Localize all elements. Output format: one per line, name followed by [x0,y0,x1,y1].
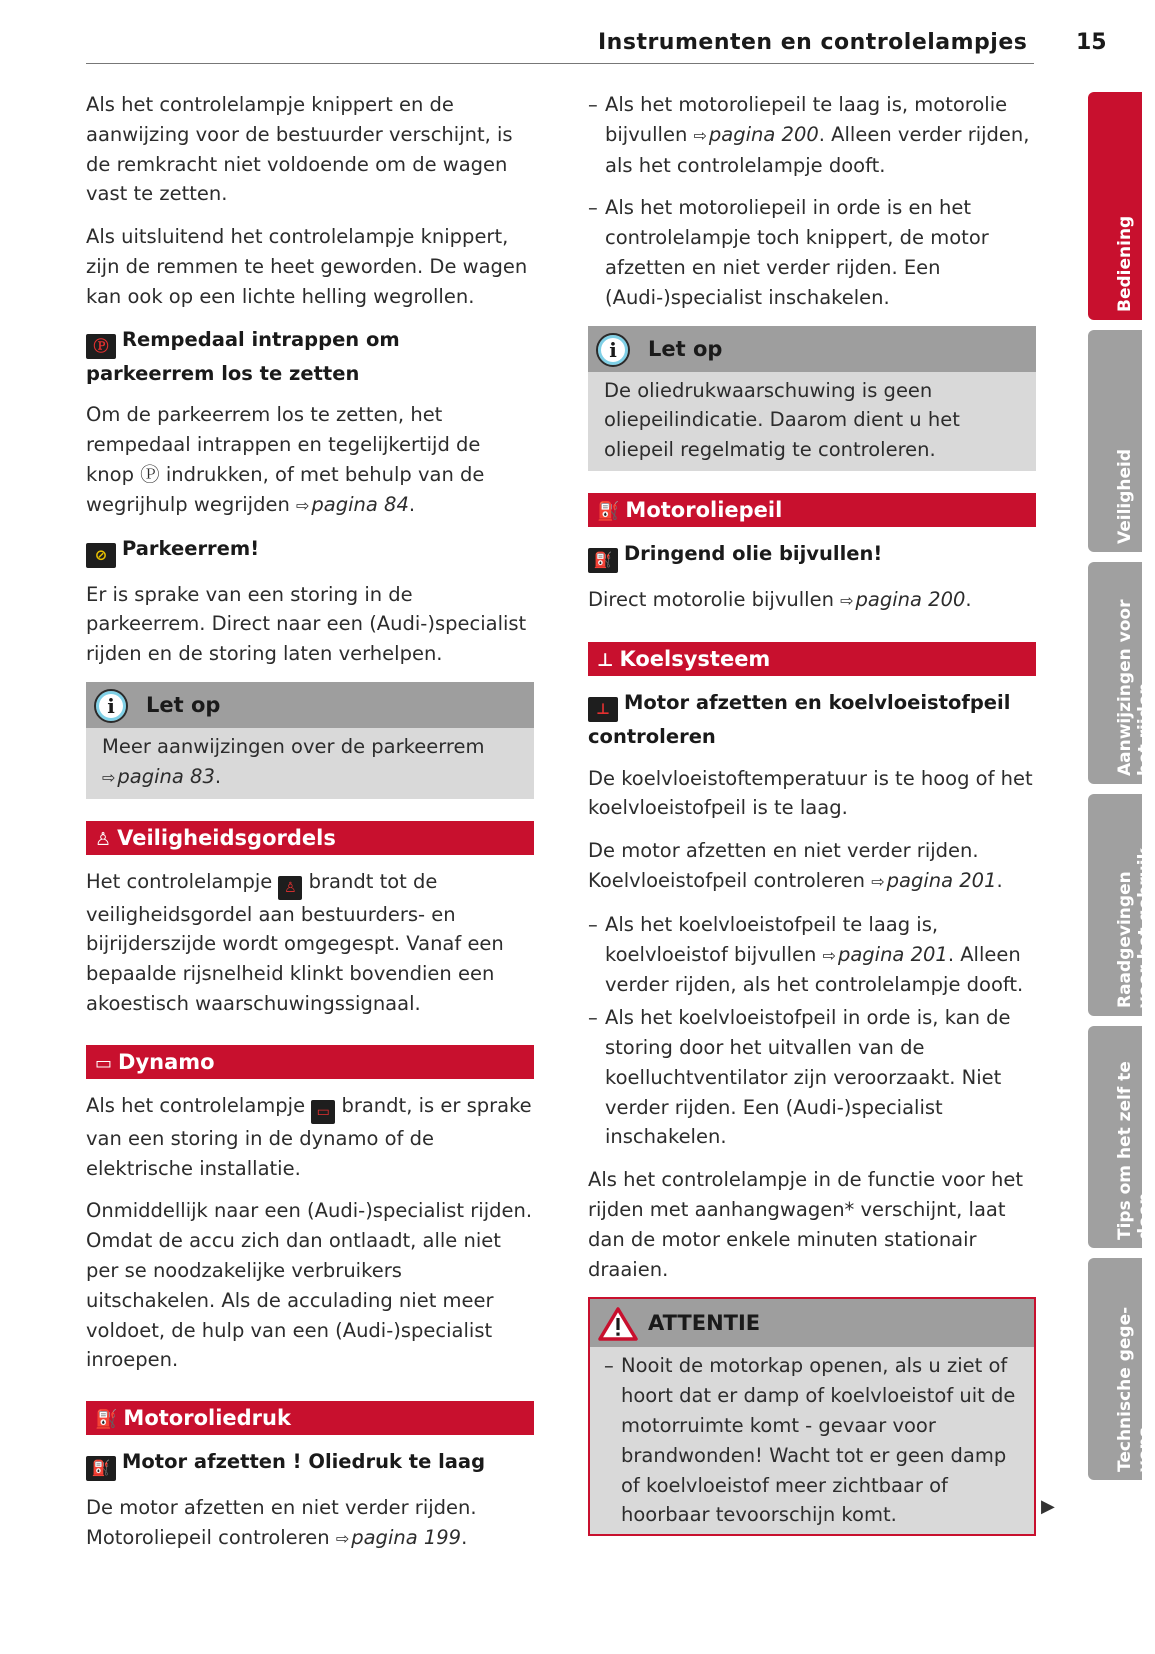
seatbelt-warning-icon: ♙ [278,876,302,900]
subheading-oil-pressure-low: ⛽ Motor afzetten ! Oliedruk te laag [86,1447,534,1481]
paragraph: Als het controlelampje in de functie voor het rijden met aanhangwagen* verschijnt, laat dan de motor enkele minuten stationair draaien. [588,1168,1023,1281]
tab-raadgevingen-voor-het-gebruik[interactable]: Raadgevingen voor het gebruik [1088,794,1142,1016]
oil-level-icon: ⛽ [588,548,618,573]
paragraph: Als het controlelampje knippert en de aanwijzing voor de bestuurder verschijnt, is de remkracht niet voldoende om de wagen vast te zetten. [86,93,513,206]
paragraph: De koelvloeistoftemperatuur is te hoog of het koelvloeistofpeil is te laag. [588,766,1033,820]
parking-brake-fault-icon: ⊘ [86,543,116,568]
page-link[interactable]: pagina 84 [311,492,409,516]
paragraph: Om de parkeerrem los te zetten, het rempedaal intrappen en tegelijkertijd de knop Ⓟ indrukken, of met behulp van de wegrijhulp wegrijden ⇨ pagina 84. [86,403,485,516]
note-body: Meer aanwijzingen over de parkeerrem ⇨ pagina 83. [102,734,485,788]
warning-header: ATTENTIE [590,1299,1034,1347]
note-body: De oliedrukwaarschuwing is geen oliepeilindicatie. Daarom dient u het oliepeil regelmatig te controleren. [604,378,960,462]
page-number: 15 [1076,30,1107,55]
warning-body [590,1347,1034,1534]
page-ref-arrow-icon: ⇨ [822,945,836,965]
page-link[interactable]: pagina 199 [351,1525,462,1549]
battery-warning-icon: ▭ [311,1100,335,1124]
paragraph: Direct motorolie bijvullen ⇨ pagina 200. [588,587,972,611]
oil-level-icon: ⛽ [597,500,620,522]
subheading-refill-oil: ⛽ Dringend olie bijvullen! [588,539,1036,573]
seatbelt-icon: ♙ [95,828,112,850]
page-ref-arrow-icon: ⇨ [296,495,310,515]
paragraph: Er is sprake van een storing in de parkeerrem. Direct naar een (Audi-)specialist rijden en de storing laten verhelpen. [86,582,527,666]
list-item: – Als het motoroliepeil te laag is, motorolie bijvullen ⇨ pagina 200. Alleen verder rijden, als het controlelampje dooft. [588,90,1036,180]
note-header: i Let op [588,326,1036,372]
coolant-icon: ⊥ [597,649,614,671]
list-item: – Als het motoroliepeil in orde is en het controlelampje toch knippert, de motor afzetten en niet verder rijden. Een (Audi-)specialist inschakelen. [588,193,1036,312]
parking-button-symbol: Ⓟ [140,462,160,486]
tab-veiligheid[interactable]: Veiligheid [1088,330,1142,552]
tab-technische-gegevens[interactable]: Technische gege- vens [1088,1258,1142,1480]
page-header-title: Instrumenten en controlelampjes [598,30,1028,55]
list-item: – Nooit de motorkap openen, als u ziet of hoort dat er damp of koelvloeistof uit de motorruimte komt - gevaar voor brandwonden! Wacht tot er geen damp of koelvloeistof meer zichtbaar of hoorbaar tevoorschijn komt. [604,1351,1022,1530]
paragraph: Het controlelampje ♙ brandt tot de veiligheidsgordel aan bestuurders- en bijrijderszijde wordt omgegespt. Vanaf een bepaalde rijsnelheid klinkt bovendien een akoestisch waarschuwingssignaal. [86,869,504,1015]
paragraph: Onmiddellijk naar een (Audi-)specialist rijden. Omdat de accu zich dan ontlaadt, alle niet per se noodzakelijke verbruikers uitschakelen. Als de acculading niet meer voldoet, de hulp van een (Audi-)specialist inroepen. [86,1199,533,1372]
oil-pressure-icon: ⛽ [86,1456,116,1481]
paragraph: De motor afzetten en niet verder rijden. Motoroliepeil controleren ⇨ pagina 199. [86,1496,477,1549]
right-column [588,90,1036,1536]
coolant-icon: ⊥ [588,697,618,722]
page-ref-arrow-icon: ⇨ [335,1528,350,1548]
parking-brake-icon: Ⓟ [86,334,116,359]
info-icon: i [596,333,630,367]
oil-can-icon: ⛽ [95,1409,118,1431]
note-box [588,326,1036,471]
section-header-dynamo: ▭ Dynamo [86,1045,534,1079]
paragraph: Als uitsluitend het controlelampje knippert, zijn de remmen te heet geworden. De wagen kan ook op een lichte helling wegrollen. [86,225,528,308]
page-ref-arrow-icon: ⇨ [102,767,116,787]
page-link[interactable]: pagina 200 [708,122,819,146]
tab-aanwijzingen-voor-het-rijden[interactable]: Aanwijzingen voor het rijden [1088,562,1142,784]
paragraph: Als het controlelampje ▭ brandt, is er sprake van een storing in de dynamo of de elektrische installatie. [86,1093,532,1180]
section-header-oil-pressure: ⛽ Motoroliedruk [86,1401,534,1435]
page-ref-arrow-icon: ⇨ [840,590,854,610]
page-link[interactable]: pagina 83 [117,764,215,788]
note-box [86,682,534,799]
warning-triangle-icon [598,1307,638,1341]
page-link[interactable]: pagina 201 [837,942,948,966]
list-item: – Als het koelvloeistofpeil te laag is, koelvloeistof bijvullen ⇨ pagina 201. Alleen verder rijden, als het controlelampje dooft. [588,910,1036,1000]
section-header-cooling: ⊥ Koelsysteem [588,642,1036,676]
continue-arrow-icon: ▶ [1041,1496,1055,1517]
subheading-coolant: ⊥ Motor afzetten en koelvloeistofpeil controleren [588,690,1011,748]
left-column [86,90,534,1567]
list-item: – Als het koelvloeistofpeil in orde is, kan de storing door het uitvallen van de koelluchtventilator zijn veroorzaakt. Niet verder rijden. Een (Audi-)specialist inschakelen. [588,1003,1036,1152]
page-ref-arrow-icon: ⇨ [871,871,885,891]
page-ref-arrow-icon: ⇨ [693,125,707,145]
paragraph: De motor afzetten en niet verder rijden. Koelvloeistofpeil controleren ⇨ pagina 201. [588,839,1003,892]
note-header: i Let op [86,682,534,728]
section-header-oil-level: ⛽ Motoroliepeil [588,493,1036,527]
page-link[interactable]: pagina 200 [855,587,966,611]
info-icon: i [94,689,128,723]
warning-box [588,1297,1036,1536]
page-link[interactable]: pagina 201 [886,868,997,892]
subheading-parking-brake-fault: ⊘ Parkeerrem! [86,534,534,568]
tab-tips-om-het-zelf-te-doen[interactable]: Tips om het zelf te doen [1088,1026,1142,1248]
battery-icon: ▭ [95,1052,113,1074]
tab-bediening[interactable]: Bediening [1088,92,1142,320]
section-header-seatbelts: ♙ Veiligheidsgordels [86,821,534,855]
header-divider [86,63,1034,64]
subheading-parking-brake-release: Ⓟ Rempedaal intrappen om parkeerrem los te zetten [86,327,400,385]
